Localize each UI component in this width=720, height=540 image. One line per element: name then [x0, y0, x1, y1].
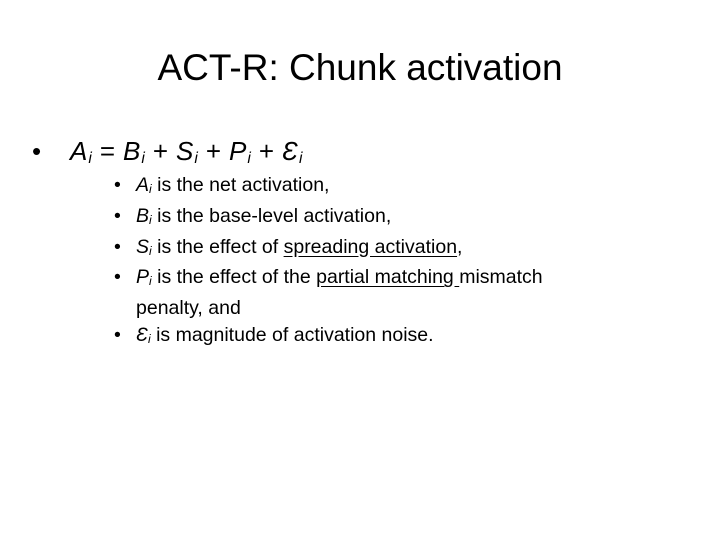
eq-term-b: B — [123, 136, 141, 166]
slide-title: ACT-R: Chunk activation — [157, 47, 563, 88]
bullet-icon: • — [114, 266, 121, 289]
bullet-icon: • — [32, 136, 42, 166]
def-symbol: B — [136, 204, 150, 227]
definition-list — [114, 172, 614, 353]
definition-item — [114, 322, 614, 353]
eq-plus-3: + — [258, 136, 274, 166]
bullet-icon: • — [114, 324, 121, 347]
definition-item — [114, 172, 614, 203]
def-text-post: mismatch penalty, and — [136, 266, 543, 320]
def-symbol-sub: i — [147, 332, 151, 347]
eq-term-e-sub: i — [298, 150, 303, 168]
def-symbol-sub: i — [149, 243, 152, 258]
bullet-icon: • — [114, 204, 121, 227]
def-symbol-sub: i — [149, 181, 152, 196]
partial-matching-link[interactable]: partial matching — [316, 266, 460, 289]
def-text: is the base-level activation, — [151, 204, 392, 227]
eq-term-p-sub: i — [247, 150, 251, 168]
def-symbol: A — [136, 174, 150, 196]
eq-term-a-sub: i — [88, 150, 92, 168]
bullet-icon: • — [114, 235, 121, 258]
eq-term-p: P — [229, 136, 247, 166]
eq-term-s: S — [176, 136, 194, 166]
eq-term-a: A — [70, 136, 88, 166]
eq-plus-1: + — [152, 136, 168, 166]
eq-plus-2: + — [205, 136, 221, 166]
definition-item — [114, 264, 614, 322]
eq-equals: = — [99, 136, 115, 166]
def-text: is magnitude of activation noise. — [150, 324, 434, 347]
def-text: is the effect of the — [151, 266, 317, 289]
def-text: is the effect of — [151, 235, 284, 258]
def-symbol: Ɛ — [136, 324, 148, 347]
activation-equation — [32, 134, 302, 176]
def-symbol: P — [136, 266, 150, 289]
definition-item — [114, 234, 614, 265]
spreading-activation-link[interactable]: spreading activation — [283, 235, 458, 258]
def-symbol-sub: i — [149, 274, 152, 289]
eq-term-b-sub: i — [141, 150, 145, 168]
eq-term-s-sub: i — [194, 150, 198, 168]
definition-item — [114, 203, 614, 234]
bullet-icon: • — [114, 174, 121, 196]
def-symbol-sub: i — [149, 212, 152, 227]
eq-term-e: Ɛ — [282, 136, 298, 166]
def-symbol: S — [136, 235, 150, 258]
def-text: is the net activation, — [151, 174, 330, 196]
def-text-post: , — [457, 235, 463, 258]
